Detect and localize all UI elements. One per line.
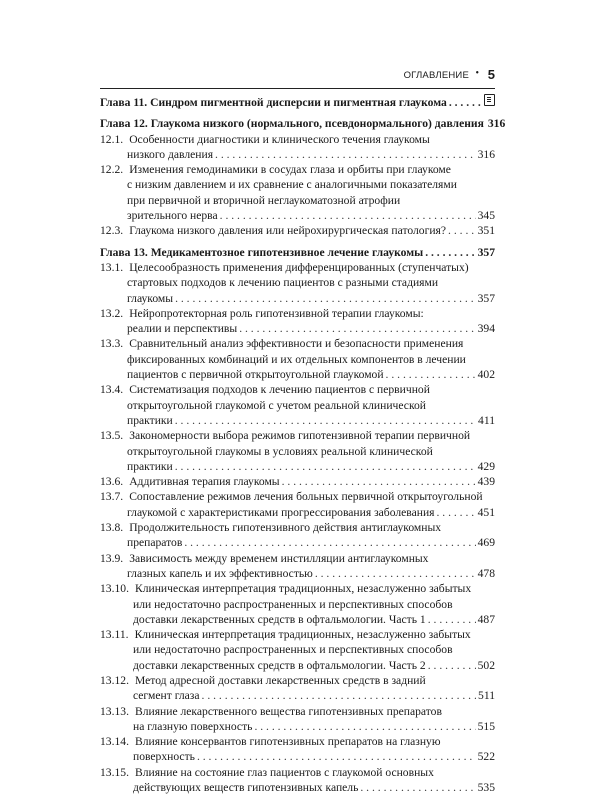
dot-leader [175,291,476,306]
section-entry[interactable] [100,260,495,306]
section-title: Систематизация подходов к лечению пациентов с первичной [129,383,430,397]
section-number: 13.10. [100,582,129,596]
section-title: Продолжительность гипотензивного действия антиглаукомных [129,521,442,535]
section-line [100,177,495,192]
section-title: зрительного нерва [127,209,218,223]
section-title: стартовых подходов к лечению пациентов с разными стадиями [127,276,439,290]
section-entry[interactable] [100,474,495,489]
dot-leader [448,223,476,238]
section-title: Сравнительный анализ эффективности и безопасности применения [129,337,464,351]
section-title: Клиническая интерпретация традиционных, незаслуженно забытых [134,628,471,642]
dot-leader [315,566,476,581]
section-entry[interactable] [100,132,495,163]
section-line [100,444,495,459]
section-title: пациентов с первичной открытоугольной глаукомой [127,368,384,382]
section-entry[interactable] [100,428,495,474]
section-number: 13.7. [100,490,124,504]
section-title: Изменения гемодинамики в сосудах глаза и орбиты при глаукоме [129,163,451,177]
dot-leader [428,658,476,673]
section-title: препаратов [127,536,183,550]
section-title: Метод адресной доставки лекарственных средств в задний [134,673,426,687]
section-title: фиксированных комбинаций и их отдельных компонентов в лечении [127,352,466,366]
section-page: 345 [477,209,495,223]
dot-leader [215,147,476,162]
section-line [100,566,495,581]
section-number: 13.2. [100,306,124,320]
chapter-title-line [100,94,495,110]
section-line [100,719,495,734]
section-line [100,765,495,780]
section-entry[interactable] [100,489,495,520]
section-line [100,413,495,428]
section-title: глаукомы [127,291,174,305]
section-title: Зависимость между временем инстилляции антиглаукомных [129,551,429,565]
dot-leader [197,749,476,764]
section-entry[interactable] [100,551,495,582]
section-line [100,612,495,627]
section-line [100,352,495,367]
section-entry[interactable] [100,223,495,238]
section-entry[interactable] [100,765,495,795]
section-number: 13.12. [100,673,129,687]
section-line [100,459,495,474]
section-number: 12.3. [100,224,124,238]
dot-leader [239,321,475,336]
section-line [100,260,495,275]
dot-leader [428,612,476,627]
section-line [100,688,495,703]
section-page: 511 [478,689,495,703]
running-header [100,67,495,87]
running-header-bullet: • [475,68,479,79]
section-line [100,223,495,238]
section-title: сегмент глаза [133,689,200,703]
section-line [100,428,495,443]
section-number: 12.1. [100,132,124,146]
section-entry[interactable] [100,581,495,627]
section-title: практики [127,413,173,427]
section-entry[interactable] [100,382,495,428]
section-number: 13.5. [100,429,124,443]
section-page: 487 [477,612,495,626]
section-page: 478 [477,566,495,580]
dot-leader [386,367,476,382]
chapter-title: Глава 11. Синдром пигментной дисперсии и пигментная глаукома [100,96,447,109]
section-number: 13.11. [100,628,129,642]
header-rule [100,88,495,89]
chapter-title: Глава 13. Медикаментозное гипотензивное лечение глаукомы [100,245,424,259]
section-line [100,489,495,504]
chapter-title-line [100,116,506,131]
section-title: Нейропротекторная роль гипотензивной терапии глаукомы: [129,306,424,320]
section-title: глазных капель и их эффективностью [127,566,313,580]
chapter-title-line [100,245,495,260]
section-line [100,597,495,612]
section-page: 535 [477,781,495,795]
section-line [100,734,495,749]
section-number: 13.9. [100,551,124,565]
section-entry[interactable] [100,734,495,765]
running-header-title: ОГЛАВЛЕНИЕ [403,70,469,81]
section-line [100,367,495,382]
section-page: 502 [477,658,495,672]
section-line [100,673,495,688]
section-title: Особенности диагностики и клинического течения глаукомы [129,132,430,146]
section-number: 13.14. [100,735,129,749]
dot-leader [282,474,476,489]
section-title: с низким давлением и их сравнение с аналогичными показателями [127,178,457,192]
section-page: 316 [477,147,495,161]
dot-leader [449,95,482,110]
section-title: Клиническая интерпретация традиционных, незаслуженно забытых [134,582,472,596]
section-line [100,321,495,336]
dot-leader [175,413,476,428]
section-line [100,398,495,413]
section-title: Влияние на состояние глаз пациентов с глаукомой основных [134,765,434,779]
section-page: 522 [477,750,495,764]
section-number: 13.4. [100,383,124,397]
section-line [100,551,495,566]
section-number: 13.1. [100,260,124,274]
table-of-contents [100,94,506,795]
section-line [100,627,495,642]
dot-leader [360,780,475,795]
section-entry[interactable] [100,673,495,704]
section-title: доставки лекарственных средств в офтальмологии. Часть 1 [133,612,426,626]
section-number: 13.15. [100,765,129,779]
section-line [100,581,495,596]
section-title: Глаукома низкого давления или нейрохирургическая патология? [129,224,447,238]
section-number: 13.6. [100,475,124,489]
section-entry[interactable] [100,336,495,382]
dot-leader [202,688,477,703]
section-title: на глазную поверхность [133,719,253,733]
chapter-entry[interactable] [100,245,495,260]
section-line [100,162,495,177]
section-title: Целесообразность применения дифференцированных (ступенчатых) [129,260,469,274]
section-page: 394 [477,322,495,336]
section-title: глаукомой с характеристиками прогрессирования заболевания [127,505,435,519]
dot-leader [425,245,475,260]
dot-leader [175,459,476,474]
section-line [100,147,495,162]
chapter-entry[interactable] [100,94,495,110]
section-title: Влияние лекарственного вещества гипотензивных препаратов [134,704,442,718]
section-line [100,658,495,673]
chapter-entry[interactable] [100,116,506,131]
section-title: открытоугольной глаукомой с учетом реальной клинической [127,398,426,412]
section-title: практики [127,459,173,473]
section-page: 402 [477,368,495,382]
section-title: или недостаточно распространенных и перспективных способов [133,597,453,611]
section-line [100,474,495,489]
section-title: доставки лекарственных средств в офтальмологии. Часть 2 [133,658,426,672]
section-number: 13.13. [100,704,129,718]
section-line [100,193,495,208]
section-number: 13.3. [100,337,124,351]
section-line [100,505,495,520]
section-entry[interactable] [100,627,495,673]
chapter-title: Глава 12. Глаукома низкого (нормального, псевдонормального) давления [100,117,484,131]
section-page: 439 [477,475,495,489]
section-line [100,382,495,397]
chapter-page: 316 [487,117,506,131]
section-line [100,336,495,351]
section-entry[interactable] [100,520,495,551]
section-entry[interactable] [100,306,495,337]
dot-leader [436,505,475,520]
section-title: действующих веществ гипотензивных капель [133,781,359,795]
section-title: реалии и перспективы [127,322,238,336]
section-number: 13.8. [100,521,124,535]
chapter-page: 357 [477,245,495,259]
section-line [100,275,495,290]
section-line [100,132,495,147]
section-page: 429 [477,459,495,473]
section-title: при первичной и вторичной неглаукоматозной атрофии [127,193,401,207]
section-entry[interactable] [100,162,495,223]
dot-leader [220,208,476,223]
section-page: 515 [477,719,495,733]
page-number: 5 [487,67,495,82]
section-page: 411 [478,413,495,427]
section-title: Сопоставление режимов лечения больных первичной открытоугольной [129,490,483,504]
page-link-icon[interactable] [484,94,495,106]
section-title: поверхность [133,750,195,764]
section-line [100,749,495,764]
section-line [100,704,495,719]
section-line [100,780,495,795]
section-number: 12.2. [100,163,124,177]
section-title: открытоугольной глаукомы в условиях реальной клинической [127,444,433,458]
section-line [100,520,495,535]
section-page: 451 [477,505,495,519]
section-line [100,642,495,657]
section-title: низкого давления [127,147,214,161]
section-page: 357 [477,291,495,305]
section-title: Аддитивная терапия глаукомы [129,475,280,489]
section-page: 469 [477,536,495,550]
section-line [100,535,495,550]
section-line [100,291,495,306]
section-entry[interactable] [100,704,495,735]
dot-leader [254,719,475,734]
section-title: или недостаточно распространенных и перспективных способов [133,643,453,657]
section-title: Закономерности выбора режимов гипотензивной терапии первичной [129,429,471,443]
section-page: 351 [477,224,495,238]
dot-leader [184,535,475,550]
section-title: Влияние консервантов гипотензивных препаратов на глазную [134,735,441,749]
section-line [100,208,495,223]
section-line [100,306,495,321]
